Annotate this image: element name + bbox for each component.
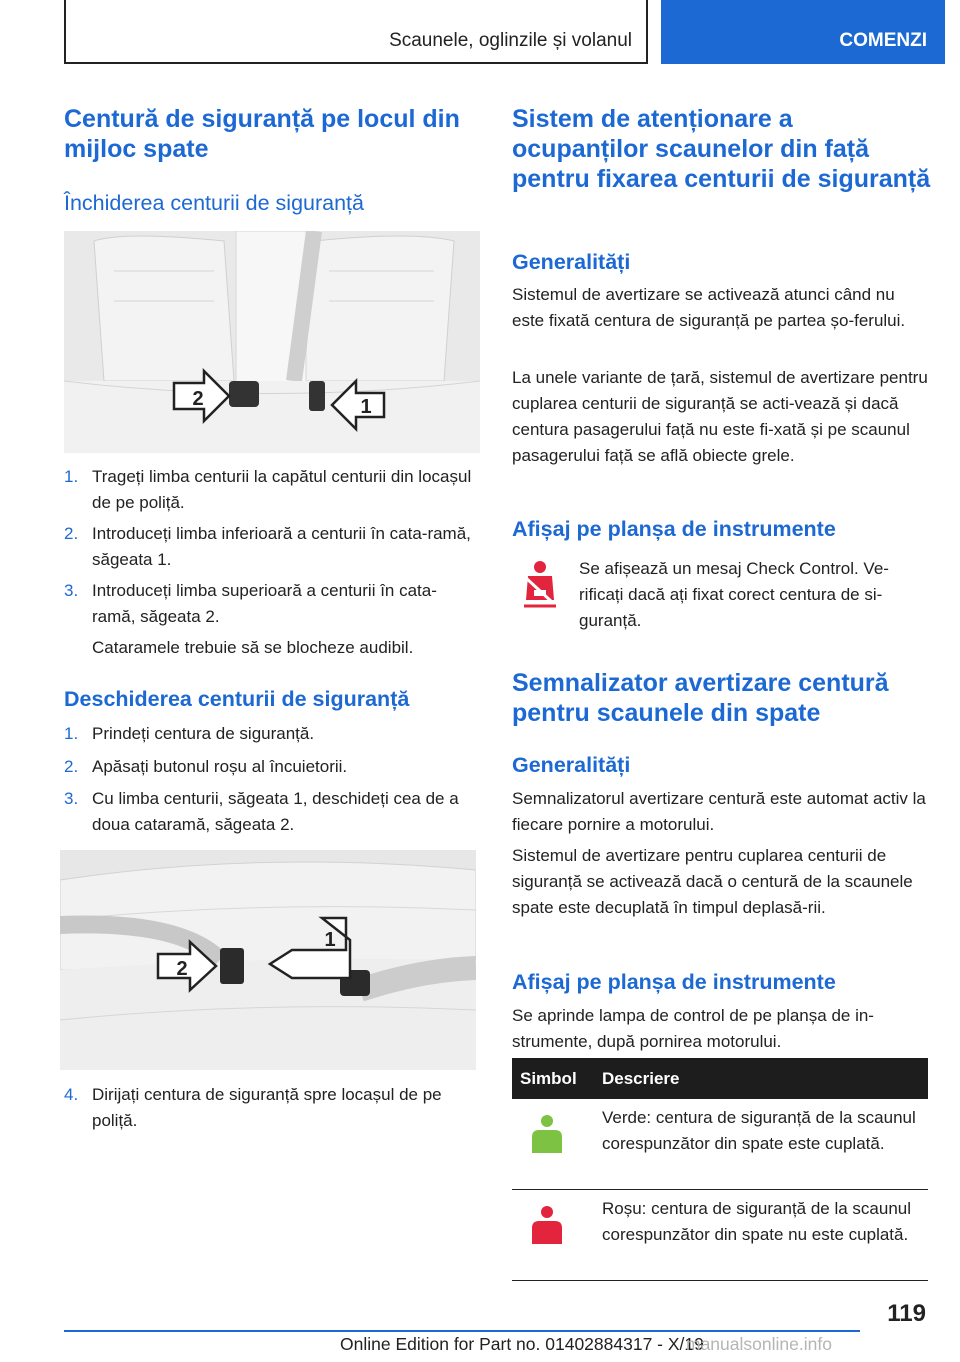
figure-belt-open-illustration bbox=[60, 850, 476, 1070]
right-paragraph-1: Sistemul de avertizare se activează atunci când nu este fixată centura de siguranță pe partea șo-ferului. bbox=[512, 285, 906, 330]
buckle-note: Cataramele trebuie să se blocheze audibil. bbox=[92, 638, 414, 657]
header-chapter-label: COMENZI bbox=[839, 30, 927, 51]
table-header-description: Descriere bbox=[602, 1069, 680, 1088]
figure-belt-open bbox=[60, 850, 476, 1070]
figure-belt-close bbox=[64, 231, 480, 453]
table-row-red-text: Roșu: centura de siguranță de la scaunul corespunzător din spate nu este cuplată. bbox=[602, 1199, 912, 1244]
right-title-rear: Semnalizator avertizare centură pentru scaunele din spate bbox=[512, 669, 889, 727]
figure-belt-open-label-2: 2 bbox=[176, 958, 188, 980]
header-chapter-tab[interactable] bbox=[661, 0, 945, 64]
table-header bbox=[512, 1058, 928, 1099]
table-header-symbol: Simbol bbox=[520, 1069, 577, 1088]
table-row-green-text: Verde: centura de siguranță de la scaunul corespunzător din spate este cuplată. bbox=[602, 1108, 916, 1153]
right-paragraph-5: Se aprinde lampa de control de pe planșa de in-strumente, după pornirea motorului. bbox=[512, 1006, 874, 1051]
symbol-table bbox=[512, 1058, 928, 1281]
right-display-2: Afișaj pe planșa de instrumente bbox=[512, 970, 836, 994]
figure-belt-close-illustration bbox=[64, 231, 480, 453]
right-title-front: Sistem de atenționare a ocupanților scaunelor din față pentru fixarea centurii de siguranță bbox=[512, 105, 931, 193]
left-subtitle-close: Închiderea centurii de siguranță bbox=[64, 191, 364, 215]
right-paragraph-3: Semnalizatorul avertizare centură este automat activ la fiecare pornire a motorului. bbox=[512, 789, 926, 834]
right-general-1: Generalități bbox=[512, 250, 631, 274]
footer-divider bbox=[64, 1330, 860, 1332]
header-section-box bbox=[64, 0, 648, 64]
footer-watermark: manualsonline.info bbox=[686, 1334, 832, 1354]
green-seat-icon bbox=[530, 1115, 564, 1155]
table-row bbox=[512, 1099, 928, 1190]
figure-belt-open-label-1: 1 bbox=[324, 929, 336, 951]
seatbelt-warning-icon bbox=[520, 560, 560, 612]
right-paragraph-4: Sistemul de avertizare pentru cuplarea centurii de siguranță se activează dacă o centură de la scaunele spate este decuplată în timpul deplasă-rii. bbox=[512, 846, 913, 917]
red-seat-icon bbox=[530, 1206, 564, 1246]
left-subtitle-open: Deschiderea centurii de siguranță bbox=[64, 687, 410, 711]
right-display-1-text: Se afișează un mesaj Check Control. Ve-rificați dacă ați fixat corect centura de si-guranță. bbox=[579, 559, 889, 630]
right-display-1: Afișaj pe planșa de instrumente bbox=[512, 517, 836, 541]
right-general-2: Generalități bbox=[512, 753, 631, 777]
page-number: 119 bbox=[887, 1300, 926, 1327]
right-paragraph-2: La unele variante de țară, sistemul de avertizare pentru cuplarea centurii de siguranță se acti-vează și dacă centura pasagerului față nu este fi-xată și pe scaunul pasagerului față se află obiecte grele. bbox=[512, 368, 928, 465]
footer-edition: Online Edition for Part no. 01402884317 - X/19 bbox=[340, 1334, 704, 1354]
figure-belt-close-label-1: 1 bbox=[360, 396, 372, 418]
table-row bbox=[512, 1190, 928, 1281]
left-title: Centură de siguranță pe locul din mijloc spate bbox=[64, 105, 460, 163]
header-section-title: Scaunele, oglinzile și volanul bbox=[389, 30, 632, 51]
figure-belt-close-label-2: 2 bbox=[192, 388, 204, 410]
